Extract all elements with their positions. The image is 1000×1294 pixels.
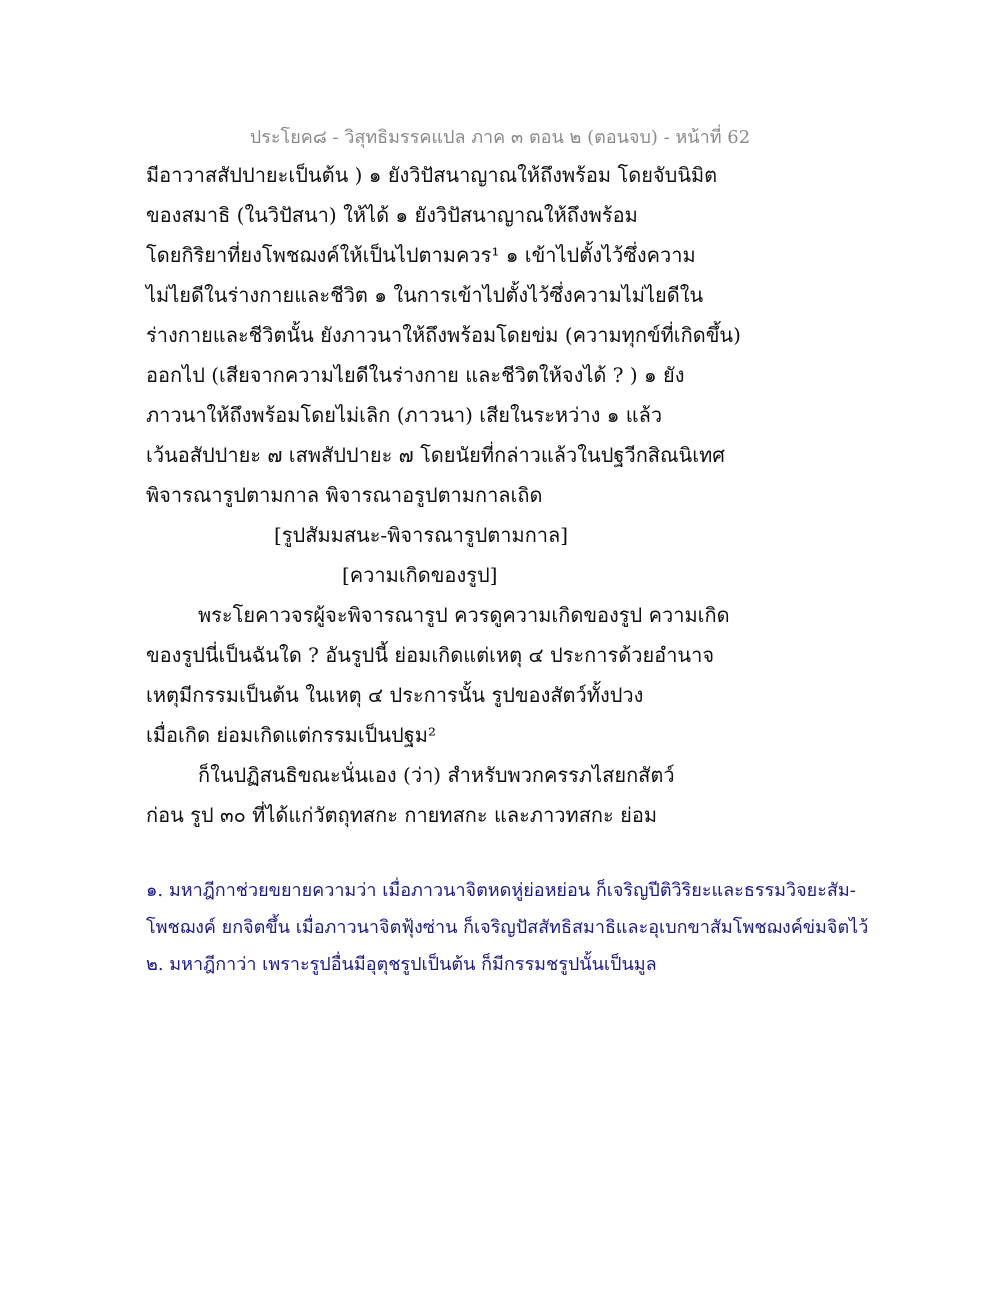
body-line: เว้นอสัปปายะ ๗ เสพสัปปายะ ๗ โดยนัยที่กล่าวแล้วในปฐวีกสิณนิเทศ — [146, 443, 725, 467]
subsection-heading: [ความเกิดของรูป] — [342, 563, 498, 587]
body-line: ออกไป (เสียจากความไยดีในร่างกาย และชีวิตให้จงได้ ? ) ๑ ยัง — [146, 363, 685, 387]
footnote-line: ๒. มหาฎีกาว่า เพราะรูปอื่นมีอุตุชรูปเป็นต้น ก็มีกรรมชรูปนั้นเป็นมูล — [146, 954, 657, 975]
body-line: ภาวนาให้ถึงพร้อมโดยไม่เลิก (ภาวนา) เสียในระหว่าง ๑ แล้ว — [146, 403, 663, 427]
body-line: พระโยคาวจรผู้จะพิจารณารูป ควรดูความเกิดของรูป ความเกิด — [198, 603, 730, 627]
body-line: เหตุมีกรรมเป็นต้น ในเหตุ ๔ ประการนั้น รูปของสัตว์ทั้งปวง — [146, 683, 644, 707]
running-header: ประโยค๘ - วิสุทธิมรรคแปล ภาค ๓ ตอน ๒ (ตอนจบ) - หน้าที่ 62 — [249, 127, 751, 148]
footnotes — [146, 872, 869, 983]
body-line: ไม่ไยดีในร่างกายและชีวิต ๑ ในการเข้าไปตั้งไว้ซึ่งความไม่ไยดีใน — [146, 283, 704, 307]
body-line: ก็ในปฏิสนธิขณะนั่นเอง (ว่า) สำหรับพวกครรภไสยกสัตว์ — [198, 763, 675, 787]
body-line: ร่างกายและชีวิตนั้น ยังภาวนาให้ถึงพร้อมโดยข่ม (ความทุกข์ที่เกิดขึ้น) — [146, 323, 741, 347]
body-line: ของสมาธิ (ในวิปัสนา) ให้ได้ ๑ ยังวิปัสนาญาณให้ถึงพร้อม — [146, 203, 638, 227]
body-line: พิจารณารูปตามกาล พิจารณาอรูปตามกาลเถิด — [146, 483, 543, 507]
body-line: ของรูปนี่เป็นฉันใด ? อันรูปนี้ ย่อมเกิดแต่เหตุ ๔ ประการด้วยอำนาจ — [146, 643, 715, 667]
body-line: โดยกิริยาที่ยงโพชฌงค์ให้เป็นไปตามควร¹ ๑ เข้าไปตั้งไว้ซึ่งความ — [146, 243, 696, 267]
footnote-line: โพชฌงค์ ยกจิตขึ้น เมื่อภาวนาจิตฟุ้งซ่าน ก็เจริญปัสสัทธิสมาธิและอุเบกขาสัมโพชฌงค์ข่มจิตไว้ — [146, 917, 869, 938]
body-line: เมื่อเกิด ย่อมเกิดแต่กรรมเป็นปฐม² — [146, 723, 436, 747]
footnote-line: ๑. มหาฎีกาช่วยขยายความว่า เมื่อภาวนาจิตหดหู่ย่อหย่อน ก็เจริญปีติวิริยะและธรรมวิจยะสัม- — [146, 880, 856, 901]
section-heading: [รูปสัมมสนะ-พิจารณารูปตามกาล] — [274, 523, 569, 547]
body-text — [146, 155, 866, 835]
body-line: ก่อน รูป ๓๐ ที่ได้แก่วัตถุทสกะ กายทสกะ และภาวทสกะ ย่อม — [146, 803, 658, 827]
body-line: มีอาวาสสัปปายะเป็นต้น ) ๑ ยังวิปัสนาญาณให้ถึงพร้อม โดยจับนิมิต — [146, 163, 718, 187]
